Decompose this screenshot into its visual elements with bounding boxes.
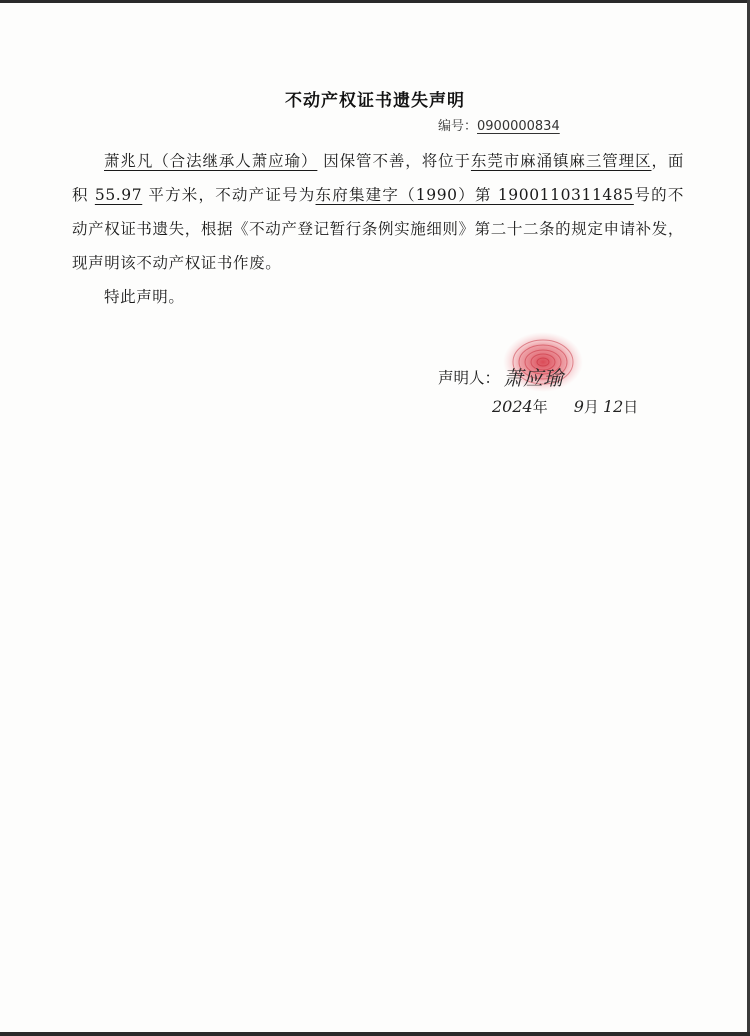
declaration-date [492,396,638,417]
text-segment: 因保管不善，将位于 [323,152,471,170]
date-month-unit: 月 [583,398,599,416]
date-day-unit: 日 [623,398,639,416]
property-location: 东莞市麻涌镇麻三管理区 [470,152,652,170]
scan-edge-bottom [0,1032,750,1036]
date-day: 12 [602,397,624,416]
date-month: 9 [573,397,584,416]
declaration-body [72,144,684,314]
document-title: 不动产权证书遗失声明 [285,91,465,111]
scan-edge-top [0,0,750,3]
closing-statement: 特此声明。 [104,288,185,306]
property-area: 55.97 [94,186,143,204]
handwritten-signature: 萧应瑜 [503,366,563,390]
text-segment: 号的不动产权证书遗失，根据《不动产登记暂行条例实施细则》第二十二条的规定申请补发，现声明该不动产权证书作废。 [72,186,684,272]
certificate-number: 东府集建字（1990）第 1900110311485 [315,186,634,204]
date-year: 2024 [492,397,533,416]
owner-name: 萧兆凡（合法继承人萧应瑜） [104,152,318,170]
date-year-unit: 年 [532,398,548,416]
text-segment: 平方米，不动产证号为 [148,186,316,204]
serial-label: 编号： [438,119,478,134]
serial-number-line [438,115,584,134]
declaration-paragraph [72,144,684,280]
serial-number: 0900000834 [477,119,560,134]
text-segment: ，面积 [72,152,684,204]
declarant-label: 声明人： [438,369,501,387]
